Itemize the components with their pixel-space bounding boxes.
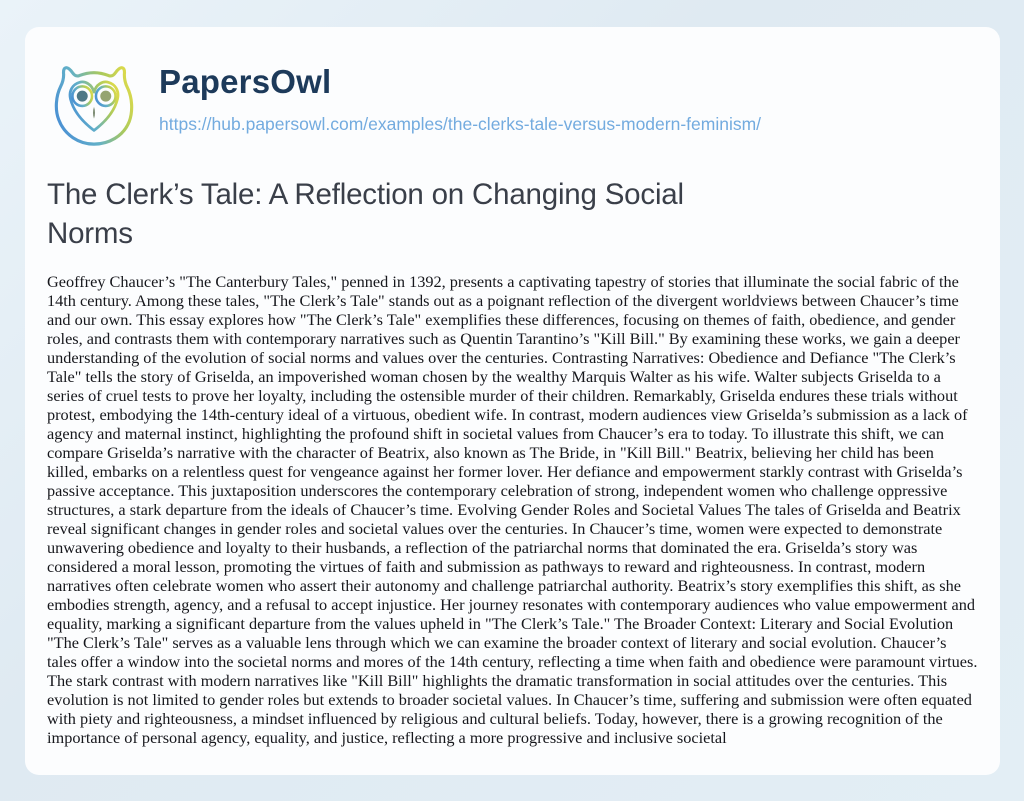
brand-block	[159, 55, 761, 135]
brand-name: PapersOwl	[159, 63, 332, 100]
site-header	[47, 55, 978, 153]
papersowl-logo[interactable]	[47, 55, 141, 151]
essay-body: Geoffrey Chaucer’s "The Canterbury Tales," penned in 1392, presents a captivating tapestry of stories that illuminate the social fabric of the 14th century. Among these tales, "The Clerk’s Tale" stands out as a poignant reflection of the divergent worldviews between Chaucer’s time and our own. This essay explores how "The Clerk’s Tale" exemplifies these differences, focusing on themes of faith, obedience, and gender roles, and contrasts them with contemporary narratives such as Quentin Tarantino’s "Kill Bill." By examining these works, we gain a deeper understanding of the evolution of social norms and values over the centuries. Contrasting Narratives: Obedience and Defiance "The Clerk’s Tale" tells the story of Griselda, an impoverished woman chosen by the wealthy Marquis Walter as his wife. Walter subjects Griselda to a series of cruel tests to prove her loyalty, including the ostensible murder of their children. Remarkably, Griselda endures these trials without protest, embodying the 14th-century ideal of a virtuous, obedient wife. In contrast, modern audiences view Griselda’s submission as a lack of agency and maternal instinct, highlighting the profound shift in societal values from Chaucer’s era to today. To illustrate this shift, we can compare Griselda’s narrative with the character of Beatrix, also known as The Bride, in "Kill Bill." Beatrix, believing her child has been killed, embarks on a relentless quest for vengeance against her former lover. Her defiance and empowerment starkly contrast with Griselda’s passive acceptance. This juxtaposition underscores the contemporary celebration of strong, independent women who challenge oppressive structures, a stark departure from the ideals of Chaucer’s time. Evolving Gender Roles and Societal Values The tales of Griselda and Beatrix reveal significant changes in gender roles and societal values over the centuries. In Chaucer’s time, women were expected to demonstrate unwavering obedience and loyalty to their husbands, a reflection of the patriarchal norms that dominated the era. Griselda’s story was considered a moral lesson, promoting the virtues of faith and submission as pathways to reward and righteousness. In contrast, modern narratives often celebrate women who assert their autonomy and challenge patriarchal authority. Beatrix’s story exemplifies this shift, as she embodies strength, agency, and a refusal to accept injustice. Her journey resonates with contemporary audiences who value empowerment and equality, marking a significant departure from the values upheld in "The Clerk’s Tale." The Broader Context: Literary and Social Evolution "The Clerk’s Tale" serves as a valuable lens through which we can examine the broader context of literary and social evolution. Chaucer’s tales offer a window into the societal norms and mores of the 14th century, reflecting a time when faith and obedience were paramount virtues. The stark contrast with modern narratives like "Kill Bill" highlights the dramatic transformation in social attitudes over the centuries. This evolution is not limited to gender roles but extends to broader societal values. In Chaucer’s time, suffering and submission were often equated with piety and righteousness, a mindset influenced by religious and cultural beliefs. Today, however, there is a growing recognition of the importance of personal agency, equality, and justice, reflecting a more progressive and inclusive societal	[47, 272, 978, 747]
source-url-link[interactable]: https://hub.papersowl.com/examples/the-clerks-tale-versus-modern-feminism/	[159, 114, 762, 134]
owl-logo-icon	[47, 55, 141, 151]
content-card	[25, 27, 1000, 775]
essay-title: The Clerk’s Tale: A Reflection on Changing Social Norms	[47, 178, 684, 250]
